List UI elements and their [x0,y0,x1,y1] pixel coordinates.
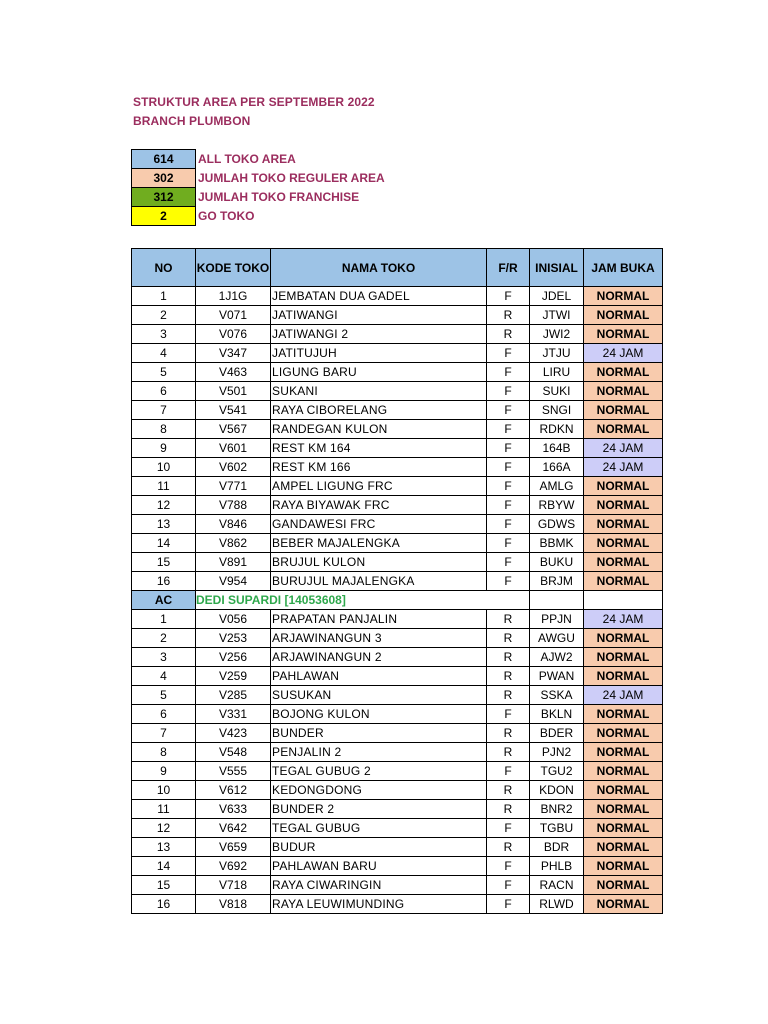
table-row [132,439,663,458]
cell-fr: F [487,534,530,553]
cell-jam-buka: NORMAL [584,401,663,420]
section-name: DEDI SUPARDI [14053608] [196,591,530,610]
cell-no: 5 [132,686,196,705]
table-row [132,401,663,420]
table-row [132,325,663,344]
cell-inisial: RLWD [530,895,584,914]
cell-nama-toko: KEDONGDONG [271,781,487,800]
cell-jam-buka: NORMAL [584,667,663,686]
cell-inisial: BDR [530,838,584,857]
cell-jam-buka: 24 JAM [584,458,663,477]
section-row [132,591,663,610]
cell-jam-buka: 24 JAM [584,686,663,705]
cell-jam-buka: NORMAL [584,306,663,325]
cell-kode-toko: V285 [196,686,271,705]
cell-inisial: RBYW [530,496,584,515]
cell-no: 9 [132,762,196,781]
cell-inisial: SUKI [530,382,584,401]
table-row [132,895,663,914]
cell-inisial: PPJN [530,610,584,629]
cell-kode-toko: V423 [196,724,271,743]
table-row [132,344,663,363]
cell-inisial: AWGU [530,629,584,648]
cell-no: 8 [132,743,196,762]
table-row [132,287,663,306]
section-code: AC [132,591,196,610]
cell-inisial: JTJU [530,344,584,363]
summary-label: ALL TOKO AREA [198,152,296,166]
cell-nama-toko: SUSUKAN [271,686,487,705]
table-row [132,553,663,572]
cell-inisial: SSKA [530,686,584,705]
table-row [132,477,663,496]
cell-kode-toko: V071 [196,306,271,325]
cell-kode-toko: V862 [196,534,271,553]
cell-jam-buka: NORMAL [584,629,663,648]
cell-no: 14 [132,534,196,553]
cell-nama-toko: PAHLAWAN [271,667,487,686]
table-header-row [132,249,663,287]
cell-no: 11 [132,800,196,819]
cell-inisial: PWAN [530,667,584,686]
cell-kode-toko: V692 [196,857,271,876]
cell-fr: R [487,686,530,705]
table-row [132,534,663,553]
cell-no: 13 [132,838,196,857]
cell-nama-toko: PENJALIN 2 [271,743,487,762]
cell-kode-toko: V555 [196,762,271,781]
cell-fr: R [487,629,530,648]
cell-nama-toko: LIGUNG BARU [271,363,487,382]
cell-no: 13 [132,515,196,534]
cell-inisial: RDKN [530,420,584,439]
cell-kode-toko: V501 [196,382,271,401]
cell-nama-toko: RAYA LEUWIMUNDING [271,895,487,914]
cell-fr: F [487,515,530,534]
summary-count: 614 [132,150,196,169]
branch-subtitle: BRANCH PLUMBON [133,114,251,128]
cell-nama-toko: TEGAL GUBUG [271,819,487,838]
cell-jam-buka: NORMAL [584,287,663,306]
table-row [132,686,663,705]
cell-jam-buka: NORMAL [584,724,663,743]
cell-fr: F [487,401,530,420]
cell-kode-toko: V463 [196,363,271,382]
cell-fr: F [487,420,530,439]
cell-jam-buka: NORMAL [584,705,663,724]
store-table [131,248,663,914]
cell-inisial: TGU2 [530,762,584,781]
header-fr: F/R [487,249,530,287]
cell-jam-buka: NORMAL [584,363,663,382]
summary-count: 312 [132,188,196,207]
cell-no: 7 [132,401,196,420]
cell-kode-toko: V642 [196,819,271,838]
table-row [132,458,663,477]
table-row [132,724,663,743]
cell-no: 9 [132,439,196,458]
cell-inisial: JTWI [530,306,584,325]
summary-row-franchise [132,188,386,207]
cell-inisial: JDEL [530,287,584,306]
cell-no: 6 [132,382,196,401]
cell-kode-toko: V076 [196,325,271,344]
cell-jam-buka: NORMAL [584,534,663,553]
cell-inisial: JWI2 [530,325,584,344]
cell-fr: R [487,781,530,800]
cell-nama-toko: BRUJUL KULON [271,553,487,572]
cell-kode-toko: V331 [196,705,271,724]
summary-count: 302 [132,169,196,188]
cell-inisial: AMLG [530,477,584,496]
table-row [132,420,663,439]
cell-no: 7 [132,724,196,743]
cell-kode-toko: V259 [196,667,271,686]
table-row [132,515,663,534]
cell-fr: F [487,572,530,591]
cell-no: 5 [132,363,196,382]
cell-nama-toko: GANDAWESI FRC [271,515,487,534]
cell-nama-toko: AMPEL LIGUNG FRC [271,477,487,496]
cell-nama-toko: RAYA CIBORELANG [271,401,487,420]
cell-fr: F [487,287,530,306]
cell-kode-toko: V891 [196,553,271,572]
cell-no: 10 [132,781,196,800]
cell-nama-toko: JATITUJUH [271,344,487,363]
cell-inisial: RACN [530,876,584,895]
cell-fr: R [487,743,530,762]
cell-no: 10 [132,458,196,477]
cell-jam-buka: 24 JAM [584,344,663,363]
table-row [132,762,663,781]
table-row [132,496,663,515]
cell-kode-toko: V548 [196,743,271,762]
cell-jam-buka: NORMAL [584,876,663,895]
cell-jam-buka: NORMAL [584,857,663,876]
header-no: NO [132,249,196,287]
cell-nama-toko: JATIWANGI [271,306,487,325]
cell-nama-toko: BUDUR [271,838,487,857]
cell-kode-toko: 1J1G [196,287,271,306]
cell-jam-buka: NORMAL [584,420,663,439]
cell-jam-buka: NORMAL [584,838,663,857]
page-title: STRUKTUR AREA PER SEPTEMBER 2022 [133,95,375,109]
cell-nama-toko: BEBER MAJALENGKA [271,534,487,553]
header-inisial: INISIAL [530,249,584,287]
summary-label: JUMLAH TOKO REGULER AREA [198,171,385,185]
cell-nama-toko: RAYA BIYAWAK FRC [271,496,487,515]
cell-nama-toko: BUNDER 2 [271,800,487,819]
header-jam-buka: JAM BUKA [584,249,663,287]
cell-nama-toko: JATIWANGI 2 [271,325,487,344]
cell-fr: F [487,382,530,401]
table-row [132,629,663,648]
cell-fr: R [487,648,530,667]
cell-no: 12 [132,496,196,515]
cell-kode-toko: V056 [196,610,271,629]
cell-nama-toko: RANDEGAN KULON [271,420,487,439]
cell-no: 3 [132,648,196,667]
cell-inisial: BRJM [530,572,584,591]
cell-no: 15 [132,876,196,895]
cell-kode-toko: V256 [196,648,271,667]
table-row [132,781,663,800]
cell-fr: R [487,724,530,743]
cell-nama-toko: SUKANI [271,382,487,401]
cell-nama-toko: REST KM 164 [271,439,487,458]
cell-nama-toko: BUNDER [271,724,487,743]
cell-kode-toko: V818 [196,895,271,914]
cell-nama-toko: TEGAL GUBUG 2 [271,762,487,781]
cell-inisial: LIRU [530,363,584,382]
cell-kode-toko: V253 [196,629,271,648]
cell-jam-buka: 24 JAM [584,439,663,458]
cell-no: 16 [132,572,196,591]
table-row [132,363,663,382]
cell-inisial: AJW2 [530,648,584,667]
cell-inisial: 164B [530,439,584,458]
cell-no: 3 [132,325,196,344]
cell-jam-buka: NORMAL [584,781,663,800]
cell-nama-toko: ARJAWINANGUN 2 [271,648,487,667]
cell-no: 11 [132,477,196,496]
cell-inisial: BDER [530,724,584,743]
cell-fr: F [487,477,530,496]
cell-no: 16 [132,895,196,914]
cell-fr: R [487,838,530,857]
cell-fr: F [487,496,530,515]
cell-inisial: PHLB [530,857,584,876]
section-empty-inisial [530,591,584,610]
summary-legend [131,149,386,226]
summary-label: GO TOKO [198,209,255,223]
table-row [132,306,663,325]
cell-no: 6 [132,705,196,724]
cell-fr: F [487,895,530,914]
cell-fr: F [487,705,530,724]
cell-no: 2 [132,306,196,325]
cell-nama-toko: PAHLAWAN BARU [271,857,487,876]
cell-inisial: SNGI [530,401,584,420]
cell-nama-toko: BOJONG KULON [271,705,487,724]
cell-inisial: BUKU [530,553,584,572]
cell-fr: F [487,876,530,895]
cell-jam-buka: NORMAL [584,648,663,667]
cell-inisial: BNR2 [530,800,584,819]
cell-jam-buka: NORMAL [584,325,663,344]
summary-row-all-toko [132,150,386,169]
cell-no: 1 [132,287,196,306]
cell-kode-toko: V771 [196,477,271,496]
cell-nama-toko: REST KM 166 [271,458,487,477]
summary-count: 2 [132,207,196,226]
cell-kode-toko: V846 [196,515,271,534]
section-empty-jam [584,591,663,610]
cell-no: 8 [132,420,196,439]
cell-jam-buka: NORMAL [584,382,663,401]
cell-inisial: BKLN [530,705,584,724]
table-row [132,857,663,876]
cell-kode-toko: V601 [196,439,271,458]
cell-kode-toko: V954 [196,572,271,591]
header-kode-toko: KODE TOKO [196,249,271,287]
header-nama-toko: NAMA TOKO [271,249,487,287]
cell-fr: F [487,363,530,382]
cell-nama-toko: BURUJUL MAJALENGKA [271,572,487,591]
cell-jam-buka: NORMAL [584,553,663,572]
cell-jam-buka: NORMAL [584,496,663,515]
table-row [132,838,663,857]
cell-fr: F [487,857,530,876]
cell-kode-toko: V347 [196,344,271,363]
cell-kode-toko: V567 [196,420,271,439]
table-row [132,876,663,895]
table-row [132,382,663,401]
cell-no: 4 [132,667,196,686]
table-row [132,572,663,591]
cell-no: 15 [132,553,196,572]
cell-nama-toko: PRAPATAN PANJALIN [271,610,487,629]
cell-fr: F [487,439,530,458]
cell-inisial: 166A [530,458,584,477]
cell-kode-toko: V788 [196,496,271,515]
cell-jam-buka: NORMAL [584,477,663,496]
cell-jam-buka: NORMAL [584,572,663,591]
summary-row-reguler [132,169,386,188]
table-row [132,705,663,724]
cell-kode-toko: V612 [196,781,271,800]
cell-kode-toko: V718 [196,876,271,895]
table-row [132,800,663,819]
cell-jam-buka: 24 JAM [584,610,663,629]
cell-inisial: KDON [530,781,584,800]
cell-no: 4 [132,344,196,363]
cell-jam-buka: NORMAL [584,743,663,762]
cell-jam-buka: NORMAL [584,895,663,914]
table-row [132,610,663,629]
table-row [132,648,663,667]
cell-jam-buka: NORMAL [584,819,663,838]
cell-no: 1 [132,610,196,629]
cell-no: 2 [132,629,196,648]
cell-fr: F [487,819,530,838]
cell-fr: F [487,458,530,477]
cell-kode-toko: V633 [196,800,271,819]
cell-inisial: TGBU [530,819,584,838]
cell-fr: R [487,667,530,686]
cell-nama-toko: RAYA CIWARINGIN [271,876,487,895]
table-row [132,743,663,762]
summary-label: JUMLAH TOKO FRANCHISE [198,190,360,204]
cell-fr: R [487,800,530,819]
cell-jam-buka: NORMAL [584,762,663,781]
cell-inisial: BBMK [530,534,584,553]
cell-jam-buka: NORMAL [584,800,663,819]
cell-fr: R [487,325,530,344]
table-row [132,667,663,686]
cell-no: 14 [132,857,196,876]
cell-kode-toko: V541 [196,401,271,420]
cell-fr: F [487,762,530,781]
cell-fr: F [487,553,530,572]
cell-fr: F [487,344,530,363]
cell-kode-toko: V602 [196,458,271,477]
cell-nama-toko: JEMBATAN DUA GADEL [271,287,487,306]
table-row [132,819,663,838]
cell-fr: R [487,306,530,325]
cell-no: 12 [132,819,196,838]
cell-jam-buka: NORMAL [584,515,663,534]
cell-inisial: PJN2 [530,743,584,762]
cell-nama-toko: ARJAWINANGUN 3 [271,629,487,648]
summary-row-go-toko [132,207,386,226]
cell-inisial: GDWS [530,515,584,534]
cell-kode-toko: V659 [196,838,271,857]
cell-fr: R [487,610,530,629]
